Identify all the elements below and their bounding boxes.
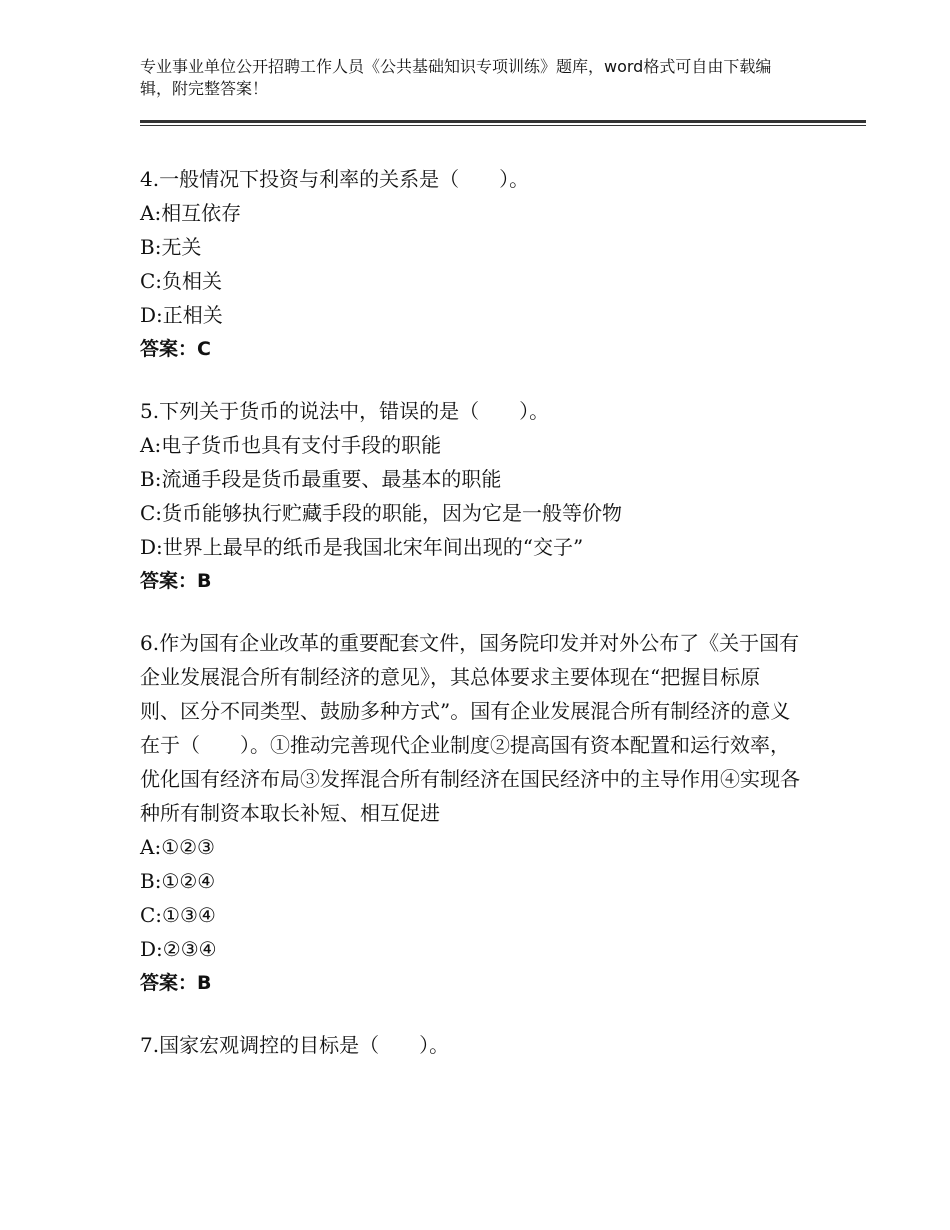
question-list [140, 162, 800, 1090]
option-text: 流通手段是货币最重要、最基本的职能 [161, 467, 502, 491]
answer-label: 答案：C [140, 338, 211, 360]
option-b [140, 230, 800, 264]
option-c [140, 898, 800, 932]
option-a [140, 428, 800, 462]
option-text: 电子货币也具有支付手段的职能 [161, 433, 442, 457]
question-stem: 5.下列关于货币的说法中，错误的是（ ）。 [140, 399, 550, 423]
option-text: 相互依存 [161, 201, 242, 225]
option-key: A: [140, 433, 162, 457]
option-c [140, 496, 800, 530]
question-4 [140, 162, 800, 366]
option-key: B: [140, 467, 162, 491]
page-header: 专业事业单位公开招聘工作人员《公共基础知识专项训练》题库，word格式可自由下载编辑，附完整答案！ [140, 57, 772, 98]
option-key: C: [140, 903, 163, 927]
option-key: A: [140, 201, 162, 225]
option-key: C: [140, 501, 163, 525]
question-6 [140, 626, 800, 1000]
question-stem: 4.一般情况下投资与利率的关系是（ ）。 [140, 167, 530, 191]
option-key: D: [140, 535, 163, 559]
option-text: ②③④ [162, 937, 217, 961]
option-text: ①③④ [162, 903, 216, 927]
option-key: C: [140, 269, 163, 293]
option-key: D: [140, 937, 163, 961]
header-divider-thick [140, 120, 866, 123]
option-text: 正相关 [162, 303, 223, 327]
question-7 [140, 1028, 800, 1062]
option-text: 无关 [161, 235, 202, 259]
option-key: B: [140, 869, 162, 893]
option-key: D: [140, 303, 163, 327]
option-text: 世界上最早的纸币是我国北宋年间出现的“交子” [162, 535, 584, 559]
option-a [140, 830, 800, 864]
option-b [140, 864, 800, 898]
option-d [140, 530, 800, 564]
answer-label: 答案：B [140, 570, 212, 592]
option-text: 货币能够执行贮藏手段的职能，因为它是一般等价物 [162, 501, 623, 525]
question-stem: 7.国家宏观调控的目标是（ ）。 [140, 1033, 450, 1057]
option-a [140, 196, 800, 230]
option-d [140, 932, 800, 966]
answer-label: 答案：B [140, 972, 212, 994]
option-text: ①②③ [161, 835, 215, 859]
header-divider-thin [140, 125, 866, 126]
option-b [140, 462, 800, 496]
option-text: 负相关 [162, 269, 223, 293]
option-key: A: [140, 835, 162, 859]
question-stem: 6.作为国有企业改革的重要配套文件，国务院印发并对外公布了《关于国有企业发展混合所有制经济的意见》，其总体要求主要体现在“把握目标原则、区分不同类型、鼓励多种方式”。国有企业发展混合所有制经济的意义在于（ ）。①推动完善现代企业制度②提高国有资本配置和运行效率，优化国有经济布局③发挥混合所有制经济在国民经济中的主导作用④实现各种所有制资本取长补短、相互促进 [140, 631, 800, 825]
option-key: B: [140, 235, 162, 259]
question-5 [140, 394, 800, 598]
option-text: ①②④ [161, 869, 216, 893]
option-c [140, 264, 800, 298]
option-d [140, 298, 800, 332]
